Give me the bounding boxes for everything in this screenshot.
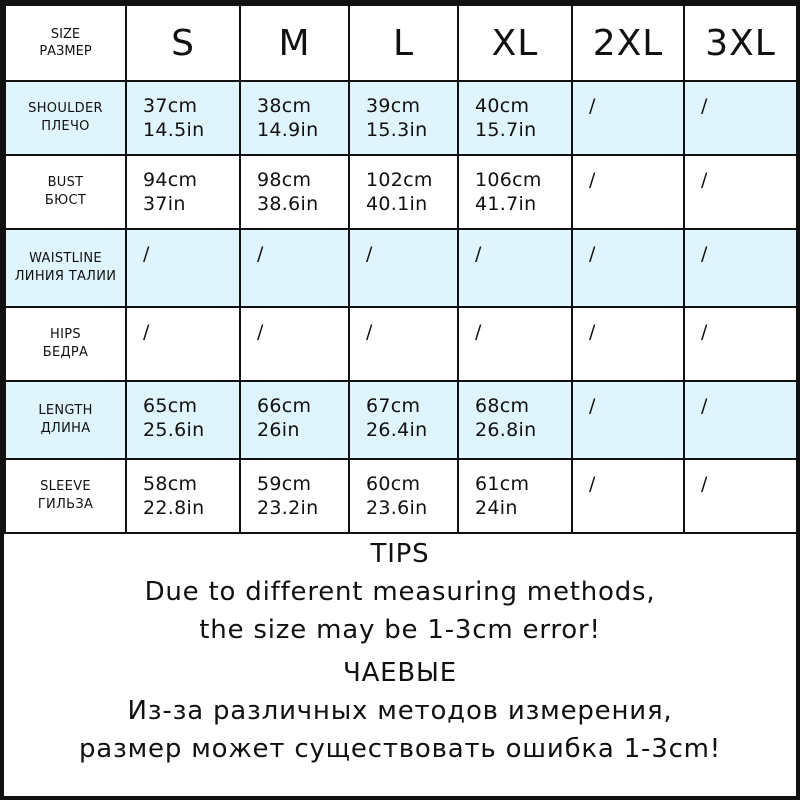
measurement-cell xyxy=(240,155,349,229)
tips-line2-en: the size may be 1-3cm error! xyxy=(199,615,601,645)
value-cm: / xyxy=(589,95,596,117)
measurement-cell xyxy=(684,229,797,307)
measurement-cell xyxy=(349,155,458,229)
measurement-cell xyxy=(458,459,572,533)
value-in: 26in xyxy=(257,419,300,441)
value-in: 26.4in xyxy=(366,419,428,441)
size-label-en: SIZE xyxy=(50,27,81,42)
table-row xyxy=(5,459,797,533)
value-in: 41.7in xyxy=(475,193,537,215)
value-in: 15.3in xyxy=(366,119,428,141)
measurement-cell xyxy=(572,459,684,533)
value-cm: / xyxy=(475,321,482,343)
value-cm: / xyxy=(589,169,596,191)
value-in: 15.7in xyxy=(475,119,537,141)
value-cm: / xyxy=(257,321,264,343)
measurement-cell xyxy=(458,229,572,307)
measurement-cell xyxy=(458,155,572,229)
measurement-cell xyxy=(240,307,349,381)
value-cm: / xyxy=(475,243,482,265)
measurement-cell xyxy=(349,229,458,307)
value-cm: 61cm xyxy=(475,473,530,495)
table-row xyxy=(5,229,797,307)
row-label-en: SLEEVE xyxy=(40,479,91,494)
value-in: 23.6in xyxy=(366,497,428,519)
table-row xyxy=(5,307,797,381)
value-cm: / xyxy=(589,243,596,265)
row-label-en: SHOULDER xyxy=(28,101,103,116)
row-label-en: WAISTLINE xyxy=(29,251,102,266)
value-cm: / xyxy=(143,321,150,343)
value-cm: 68cm xyxy=(475,395,530,417)
value-in: 14.5in xyxy=(143,119,205,141)
measurement-cell xyxy=(349,381,458,459)
size-header-s: S xyxy=(126,5,240,81)
measurement-cell xyxy=(349,81,458,155)
row-label-ru: БЕДРА xyxy=(42,345,89,360)
value-cm: 66cm xyxy=(257,395,312,417)
value-cm: / xyxy=(589,473,596,495)
row-label-ru: ПЛЕЧО xyxy=(41,119,90,134)
value-cm: / xyxy=(701,395,708,417)
row-label-en: HIPS xyxy=(50,327,81,342)
row-label-ru: ГИЛЬЗА xyxy=(37,497,94,512)
value-in: 25.6in xyxy=(143,419,205,441)
value-cm: / xyxy=(143,243,150,265)
value-cm: 98cm xyxy=(257,169,312,191)
table-row xyxy=(5,381,797,459)
measurement-cell xyxy=(684,155,797,229)
value-in: 26.8in xyxy=(475,419,537,441)
measurement-cell xyxy=(126,155,240,229)
measurement-cell xyxy=(349,307,458,381)
row-label-ru: ЛИНИЯ ТАЛИИ xyxy=(14,269,117,284)
measurement-cell xyxy=(458,81,572,155)
row-label-cell xyxy=(5,381,126,459)
value-cm: / xyxy=(701,95,708,117)
measurement-cell xyxy=(572,307,684,381)
tips-title-ru: ЧАЕВЫЕ xyxy=(342,658,458,688)
value-cm: / xyxy=(366,321,373,343)
measurement-cell xyxy=(572,229,684,307)
row-label-en: LENGTH xyxy=(38,403,93,418)
measurement-cell xyxy=(684,81,797,155)
value-cm: / xyxy=(701,243,708,265)
size-header-2xl: 2XL xyxy=(572,5,684,81)
measurement-cell xyxy=(684,459,797,533)
table-row xyxy=(5,81,797,155)
value-in: 38.6in xyxy=(257,193,319,215)
value-in: 37in xyxy=(143,193,186,215)
value-cm: 37cm xyxy=(143,95,198,117)
value-cm: / xyxy=(366,243,373,265)
measurement-cell xyxy=(572,81,684,155)
size-header-m: M xyxy=(240,5,349,81)
measurement-cell xyxy=(126,381,240,459)
value-cm: / xyxy=(701,473,708,495)
value-cm: / xyxy=(589,395,596,417)
measurement-cell xyxy=(349,459,458,533)
row-label-ru: ДЛИНА xyxy=(40,421,91,436)
size-header-l: L xyxy=(349,5,458,81)
size-label-cell xyxy=(5,5,126,81)
row-label-cell xyxy=(5,155,126,229)
row-label-ru: БЮСТ xyxy=(44,193,87,208)
measurement-cell xyxy=(684,307,797,381)
value-cm: 65cm xyxy=(143,395,198,417)
tips-title-en: TIPS xyxy=(370,539,430,569)
value-cm: 39cm xyxy=(366,95,421,117)
value-cm: / xyxy=(701,169,708,191)
value-in: 22.8in xyxy=(143,497,205,519)
measurement-cell xyxy=(458,307,572,381)
size-label-ru: РАЗМЕР xyxy=(39,44,92,59)
value-cm: 67cm xyxy=(366,395,421,417)
row-label-en: BUST xyxy=(47,175,84,190)
value-cm: / xyxy=(701,321,708,343)
value-cm: 102cm xyxy=(366,169,433,191)
size-header-xl: XL xyxy=(458,5,572,81)
measurement-cell xyxy=(240,81,349,155)
value-in: 23.2in xyxy=(257,497,319,519)
measurement-cell xyxy=(458,381,572,459)
row-label-cell xyxy=(5,81,126,155)
size-table xyxy=(4,4,798,534)
value-cm: 38cm xyxy=(257,95,312,117)
value-cm: / xyxy=(589,321,596,343)
measurement-cell xyxy=(126,307,240,381)
size-header-3xl: 3XL xyxy=(684,5,797,81)
row-label-cell xyxy=(5,307,126,381)
measurement-cell xyxy=(240,381,349,459)
value-cm: / xyxy=(257,243,264,265)
measurement-cell xyxy=(126,459,240,533)
tips-line1-ru: Из-за различных методов измерения, xyxy=(127,696,673,726)
measurement-cell xyxy=(126,229,240,307)
row-label-cell xyxy=(5,229,126,307)
value-in: 14.9in xyxy=(257,119,319,141)
measurement-cell xyxy=(240,459,349,533)
tips-line1-en: Due to different measuring methods, xyxy=(144,577,656,607)
value-cm: 60cm xyxy=(366,473,421,495)
value-cm: 94cm xyxy=(143,169,198,191)
value-cm: 106cm xyxy=(475,169,542,191)
tips-section xyxy=(4,535,796,768)
measurement-cell xyxy=(572,155,684,229)
measurement-cell xyxy=(126,81,240,155)
value-in: 40.1in xyxy=(366,193,428,215)
tips-line2-ru: размер может существовать ошибка 1-3cm! xyxy=(78,734,722,764)
value-cm: 59cm xyxy=(257,473,312,495)
table-row xyxy=(5,155,797,229)
value-cm: 58cm xyxy=(143,473,198,495)
row-label-cell xyxy=(5,459,126,533)
value-cm: 40cm xyxy=(475,95,530,117)
measurement-cell xyxy=(572,381,684,459)
header-row xyxy=(5,5,797,81)
value-in: 24in xyxy=(475,497,518,519)
measurement-cell xyxy=(240,229,349,307)
measurement-cell xyxy=(684,381,797,459)
